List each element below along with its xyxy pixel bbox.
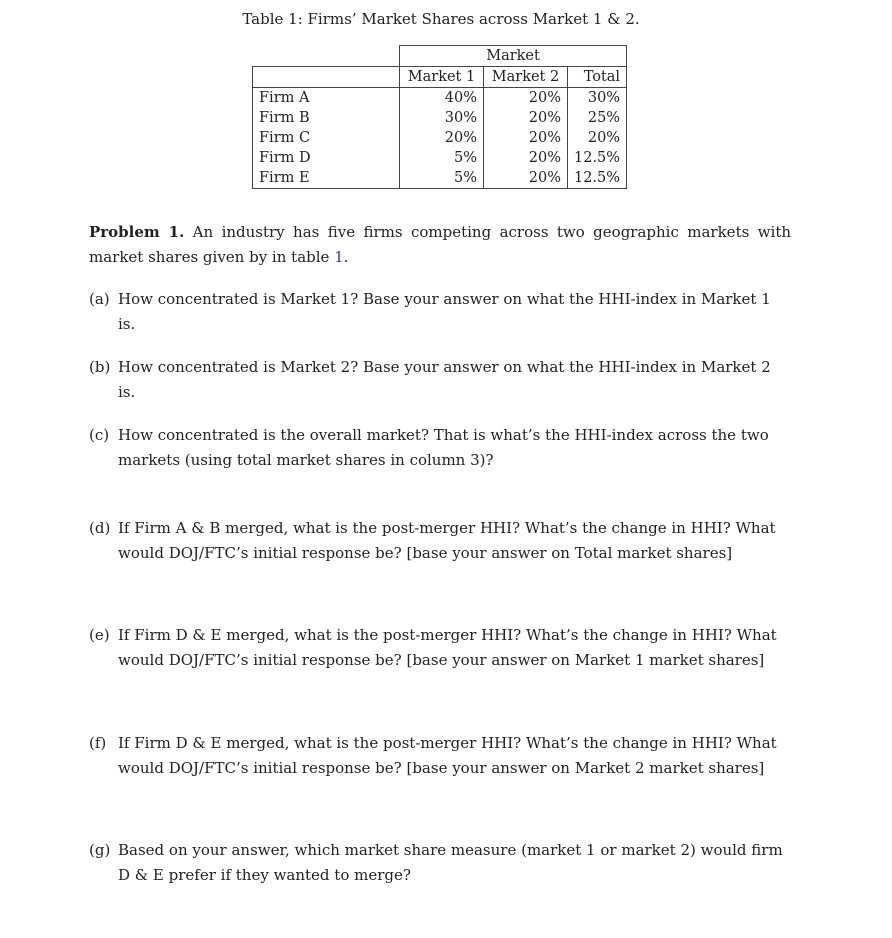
total-share: 20% [568, 128, 627, 148]
total-share: 25% [568, 108, 627, 128]
market-2-share: 20% [484, 88, 568, 109]
question-text: If Firm D & E merged, what is the post-merger HHI? What’s the change in HHI? What would DOJ/FTC’s initial response be? [base your answer on Market 2 market shares] [118, 734, 777, 777]
market-1-share: 30% [400, 108, 484, 128]
table-row [253, 128, 627, 148]
market-shares-table [252, 45, 627, 189]
problem-text: An industry has five firms competing across two geographic markets with market shares given by in table [89, 223, 792, 266]
question-label: (c) [89, 426, 110, 444]
question-text: Based on your answer, which market share measure (market 1 or market 2) would firm D & E prefer if they wanted to merge? [118, 841, 783, 884]
column-header-market-2: Market 2 [484, 67, 568, 88]
firm-label: Firm D [253, 148, 400, 168]
market-1-share: 20% [400, 128, 484, 148]
question-label: (d) [89, 519, 111, 537]
table-caption [0, 10, 892, 28]
firm-label: Firm A [253, 88, 400, 109]
table-row [253, 168, 627, 189]
question-label: (a) [89, 290, 110, 308]
table-row [253, 88, 627, 109]
table-row [253, 108, 627, 128]
question-label: (f) [89, 734, 107, 752]
problem-text-end: . [343, 247, 349, 266]
total-share: 12.5% [568, 168, 627, 189]
column-header-market-1: Market 1 [400, 67, 484, 88]
table-row [253, 148, 627, 168]
market-1-share: 40% [400, 88, 484, 109]
question-f [89, 731, 791, 780]
market-1-share: 5% [400, 168, 484, 189]
table-column-header-row [253, 67, 627, 88]
market-2-share: 20% [484, 108, 568, 128]
market-2-share: 20% [484, 128, 568, 148]
table-caption-text: Table 1: Firms’ Market Shares across Market 1 & 2. [242, 10, 640, 28]
market-1-share: 5% [400, 148, 484, 168]
market-2-share: 20% [484, 168, 568, 189]
question-text: How concentrated is Market 2? Base your answer on what the HHI-index in Market 2 is. [118, 358, 771, 401]
firm-label: Firm B [253, 108, 400, 128]
firm-label: Firm E [253, 168, 400, 189]
problem-label: Problem 1. [89, 223, 185, 241]
total-share: 30% [568, 88, 627, 109]
market-group-header: Market [400, 46, 627, 67]
question-e [89, 623, 791, 672]
table-group-header-row [253, 46, 627, 67]
question-d [89, 516, 791, 565]
question-c [89, 423, 791, 472]
question-text: If Firm A & B merged, what is the post-merger HHI? What’s the change in HHI? What would DOJ/FTC’s initial response be? [base your answer on Total market shares] [118, 519, 776, 562]
table-empty-corner [253, 46, 400, 67]
question-label: (g) [89, 841, 111, 859]
question-text: How concentrated is the overall market? That is what’s the HHI-index across the two markets (using total market shares in column 3)? [118, 426, 769, 469]
firm-label: Firm C [253, 128, 400, 148]
question-label: (b) [89, 358, 111, 376]
question-g [89, 838, 791, 887]
market-2-share: 20% [484, 148, 568, 168]
total-share: 12.5% [568, 148, 627, 168]
question-b [89, 355, 791, 404]
column-header-total: Total [568, 67, 627, 88]
problem-statement [89, 220, 791, 269]
question-text: How concentrated is Market 1? Base your answer on what the HHI-index in Market 1 is. [118, 290, 771, 333]
question-a [89, 287, 791, 336]
question-label: (e) [89, 626, 110, 644]
table-header-blank [253, 67, 400, 88]
table-reference-link[interactable]: 1 [334, 247, 344, 266]
question-text: If Firm D & E merged, what is the post-merger HHI? What’s the change in HHI? What would DOJ/FTC’s initial response be? [base your answer on Market 1 market shares] [118, 626, 777, 669]
